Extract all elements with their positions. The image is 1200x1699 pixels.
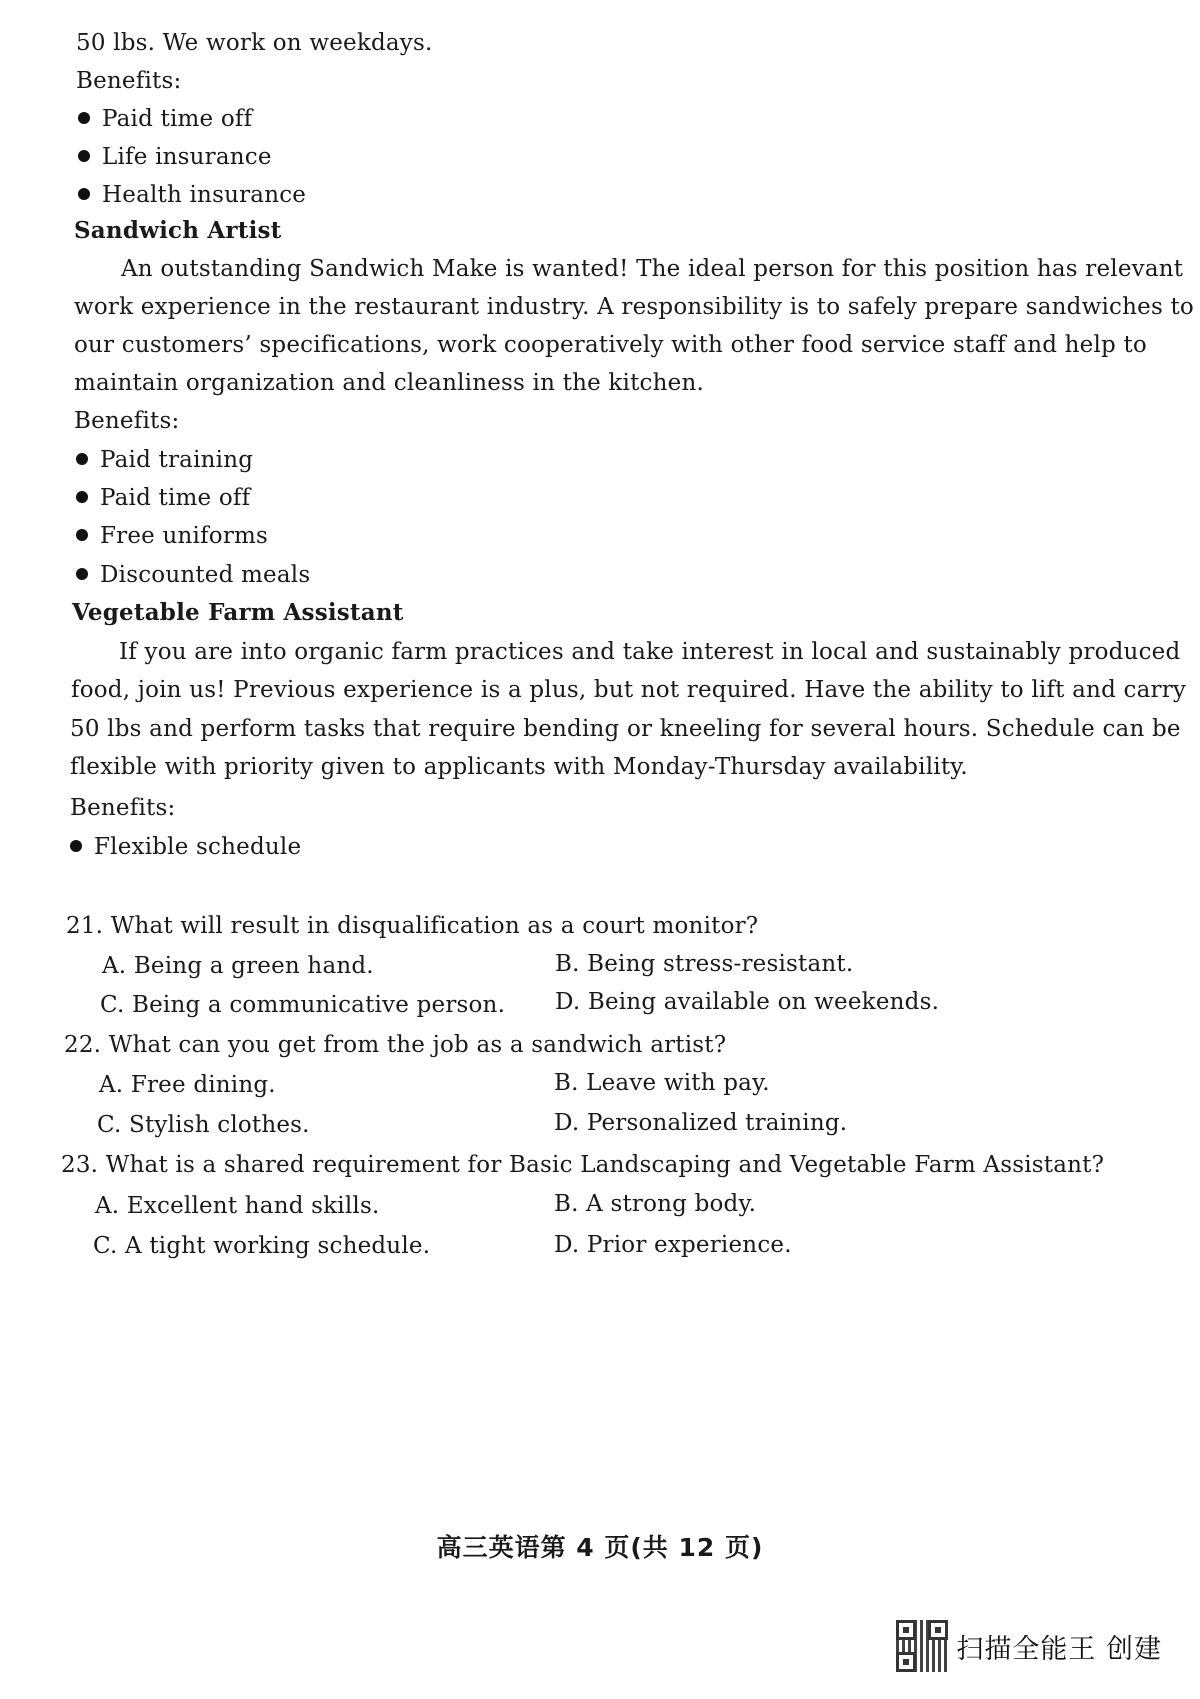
question-stem-22: 22. What can you get from the job as a sandwich artist? (64, 1032, 727, 1058)
section-heading-sandwich-artist: Sandwich Artist (74, 217, 282, 244)
benefits-label: Benefits: (76, 68, 182, 94)
option-22-b: B. Leave with pay. (554, 1070, 770, 1096)
paragraph-line: work experience in the restaurant industry. A responsibility is to safely prepare sandwiches to (74, 294, 1194, 320)
paragraph-line: flexible with priority given to applicants with Monday-Thursday availability. (70, 754, 968, 780)
benefit-item: Paid training (76, 445, 253, 475)
question-stem-23: 23. What is a shared requirement for Basic Landscaping and Vegetable Farm Assistant? (61, 1152, 1105, 1178)
option-23-d: D. Prior experience. (554, 1232, 792, 1258)
option-23-c: C. A tight working schedule. (93, 1233, 431, 1259)
bullet-icon (76, 491, 88, 503)
benefit-item: Life insurance (78, 142, 272, 172)
paragraph-line: maintain organization and cleanliness in the kitchen. (74, 370, 704, 396)
option-21-b: B. Being stress-resistant. (555, 951, 854, 977)
scanner-watermark (896, 1620, 1162, 1672)
option-22-d: D. Personalized training. (554, 1110, 848, 1136)
option-22-c: C. Stylish clothes. (97, 1112, 310, 1138)
benefit-item: Paid time off (78, 104, 252, 134)
bullet-icon (76, 529, 88, 541)
bullet-icon (70, 840, 82, 852)
section-heading-vegetable-farm-assistant: Vegetable Farm Assistant (72, 599, 404, 626)
option-22-a: A. Free dining. (99, 1072, 276, 1098)
bullet-icon (78, 150, 90, 162)
paragraph-line: food, join us! Previous experience is a plus, but not required. Have the ability to lift and carry (71, 677, 1187, 703)
option-21-a: A. Being a green hand. (102, 953, 374, 979)
bullet-icon (78, 188, 90, 200)
benefit-item: Free uniforms (76, 521, 268, 551)
option-23-a: A. Excellent hand skills. (95, 1193, 380, 1219)
bullet-icon (78, 112, 90, 124)
benefit-item: Discounted meals (76, 560, 310, 590)
paragraph-line: 50 lbs and perform tasks that require bending or kneeling for several hours. Schedule can be (70, 716, 1181, 742)
bullet-icon (76, 568, 88, 580)
option-21-d: D. Being available on weekends. (555, 989, 940, 1015)
option-23-b: B. A strong body. (554, 1191, 757, 1217)
qr-code-icon (896, 1620, 948, 1672)
paragraph-line: If you are into organic farm practices and take interest in local and sustainably produced (119, 639, 1181, 665)
question-stem-21: 21. What will result in disqualification as a court monitor? (66, 913, 759, 939)
option-21-c: C. Being a communicative person. (100, 992, 506, 1018)
benefit-item: Paid time off (76, 483, 250, 513)
benefits-label: Benefits: (74, 408, 180, 434)
page-footer: 高三英语第 4 页(共 12 页) (436, 1533, 764, 1562)
continued-text-line: 50 lbs. We work on weekdays. (76, 30, 433, 56)
paragraph-line: our customers’ specifications, work cooperatively with other food service staff and help to (74, 332, 1147, 358)
paragraph-line: An outstanding Sandwich Make is wanted! The ideal person for this position has relevant (121, 256, 1184, 282)
watermark-text: 扫描全能王 创建 (956, 1633, 1162, 1665)
benefit-item: Flexible schedule (70, 832, 301, 862)
benefits-label: Benefits: (70, 795, 176, 821)
benefit-item: Health insurance (78, 180, 306, 210)
bullet-icon (76, 453, 88, 465)
